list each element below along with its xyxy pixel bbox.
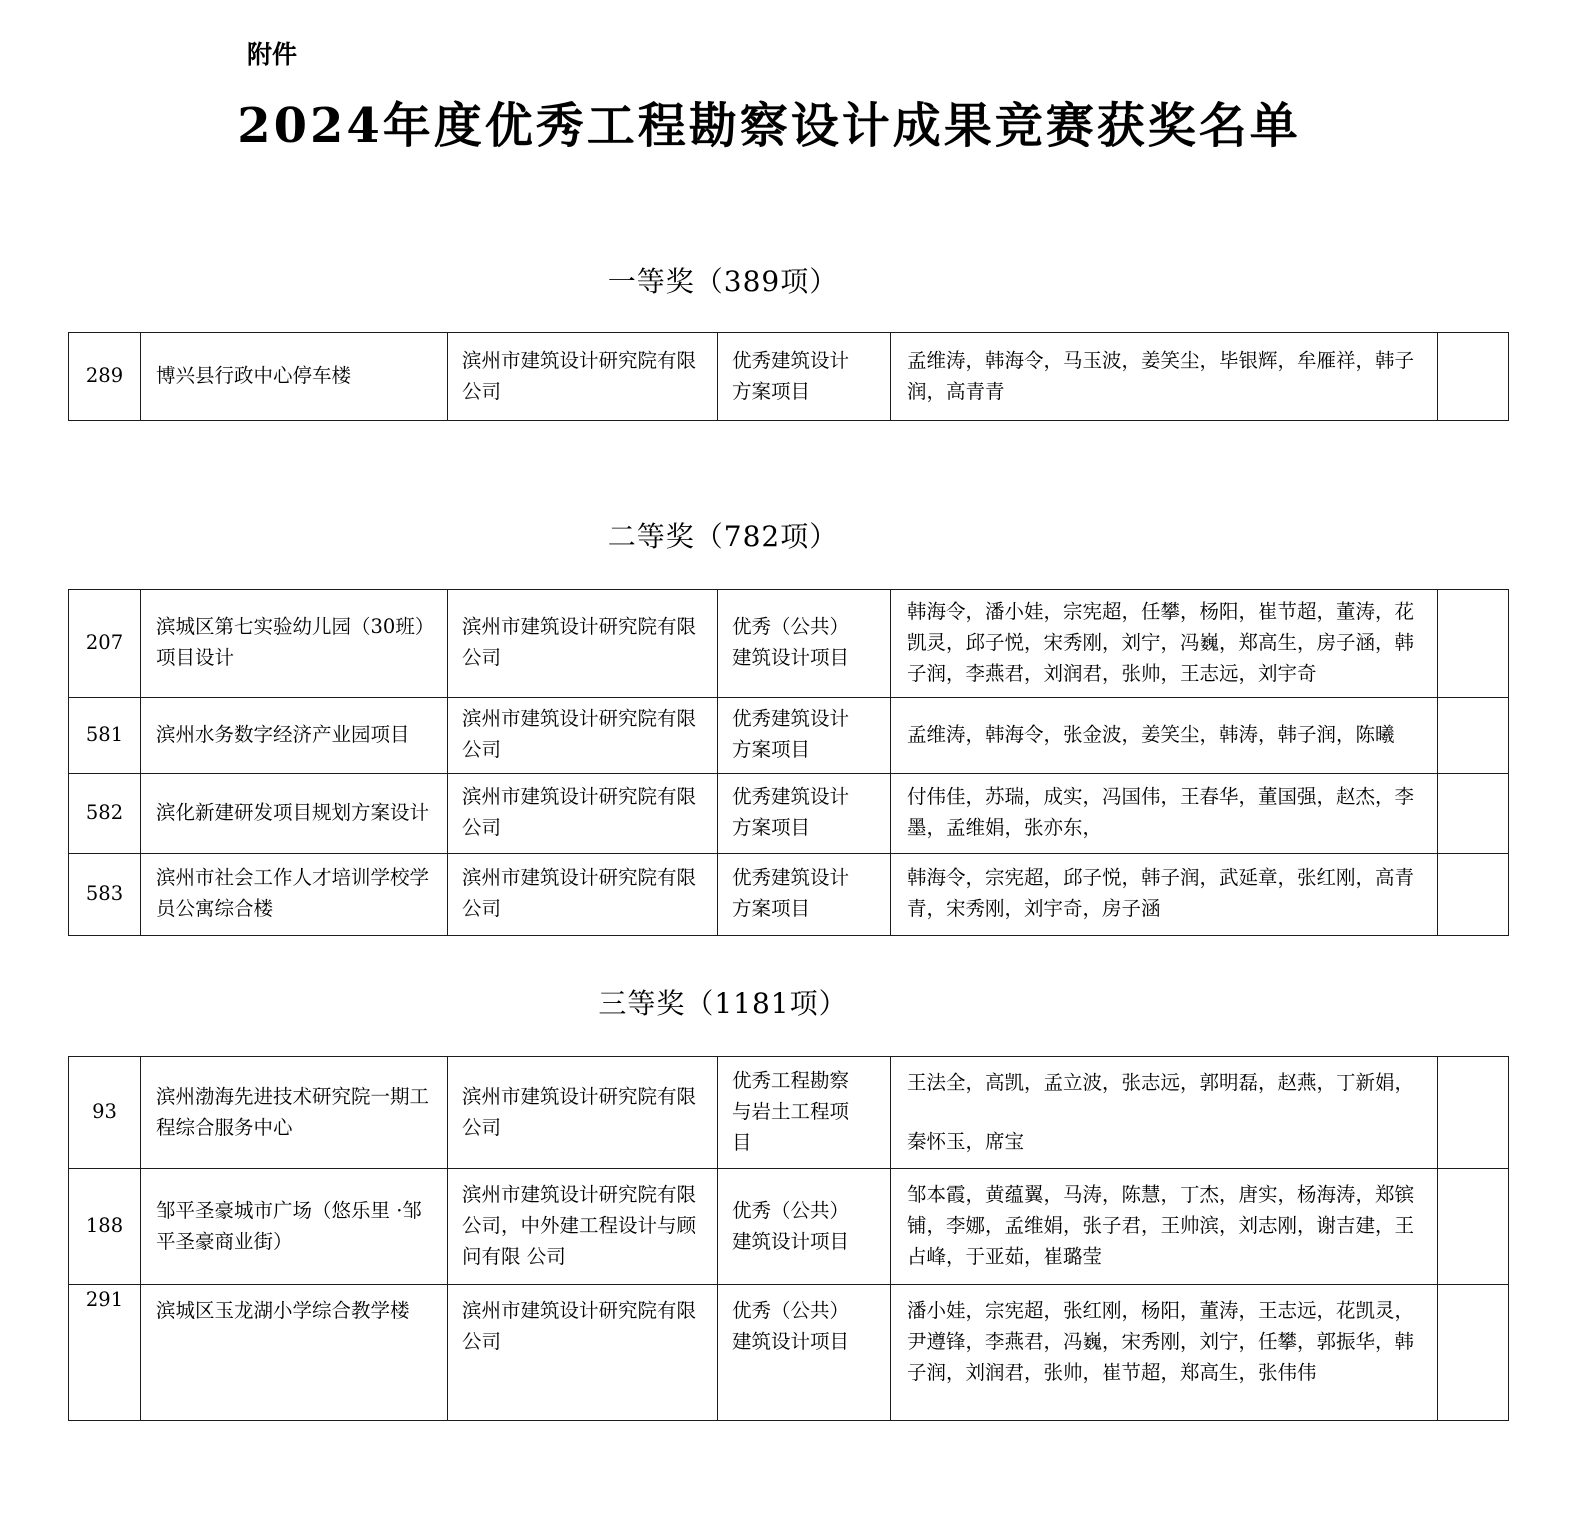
third-prize-table [68,1056,1509,1421]
company-cell: 滨州市建筑设计研究院有限公司 [448,1285,718,1421]
table-row [69,1169,1509,1285]
table-row [69,697,1509,773]
people-cell: 孟维涛，韩海令，马玉波，姜笑尘，毕银辉，牟雁祥，韩子润，高青青 [891,333,1438,421]
company-cell: 滨州市建筑设计研究院有限公司 [448,333,718,421]
seq-cell: 289 [69,333,141,421]
table-row [69,773,1509,853]
table-row [69,333,1509,421]
project-cell: 邹平圣豪城市广场（悠乐里 ·邹平圣豪商业街） [141,1169,448,1285]
category-cell: 优秀建筑设计方案项目 [718,853,891,935]
document-title: 2024年度优秀工程勘察设计成果竞赛获奖名单 [237,98,1301,154]
empty-cell [1438,1057,1509,1169]
empty-cell [1438,1285,1509,1421]
first-prize-table [68,332,1509,421]
people-cell: 邹本霞，黄蕴翼，马涛，陈慧，丁杰，唐实，杨海涛，郑镔铺，李娜，孟维娟，张子君，王帅滨，刘志刚，谢吉建，王占峰，于亚茹，崔璐莹 [891,1169,1438,1285]
table-row [69,853,1509,935]
empty-cell [1438,333,1509,421]
people-cell [891,1057,1438,1169]
seq-cell: 188 [69,1169,141,1285]
empty-cell [1438,1169,1509,1285]
people-line: 王法全，高凯，孟立波，张志远，郭明磊，赵燕，丁新娟， [907,1070,1415,1094]
empty-cell [1438,697,1509,773]
seq-cell: 207 [69,589,141,697]
seq-cell: 93 [69,1057,141,1169]
empty-cell [1438,773,1509,853]
section-heading-second-prize: 二等奖（782项） [607,520,839,554]
company-cell: 滨州市建筑设计研究院有限公司 [448,853,718,935]
project-cell: 博兴县行政中心停车楼 [141,333,448,421]
empty-cell [1438,589,1509,697]
category-cell: 优秀（公共）建筑设计项目 [718,1169,891,1285]
people-cell: 韩海令，潘小娃，宗宪超，任攀，杨阳，崔节超，董涛，花凯灵，邱子悦，宋秀刚，刘宁，冯巍，郑高生，房子涵，韩子润，李燕君，刘润君，张帅，王志远，刘宇奇 [891,589,1438,697]
company-cell: 滨州市建筑设计研究院有限公司 [448,697,718,773]
table-row [69,589,1509,697]
project-cell: 滨城区玉龙湖小学综合教学楼 [141,1285,448,1421]
company-cell: 滨州市建筑设计研究院有限公司，中外建工程设计与顾问有限 公司 [448,1169,718,1285]
company-cell: 滨州市建筑设计研究院有限公司 [448,773,718,853]
category-cell: 优秀工程勘察与岩土工程项目 [718,1057,891,1169]
second-prize-table [68,589,1509,936]
category-cell: 优秀建筑设计方案项目 [718,333,891,421]
category-cell: 优秀（公共）建筑设计项目 [718,589,891,697]
company-cell: 滨州市建筑设计研究院有限公司 [448,589,718,697]
people-cell: 潘小娃，宗宪超，张红刚，杨阳，董涛，王志远，花凯灵，尹遵锋，李燕君，冯巍，宋秀刚，刘宁，任攀，郭振华，韩子润，刘润君，张帅，崔节超，郑高生，张伟伟 [891,1285,1438,1421]
table-row [69,1285,1509,1421]
project-cell: 滨城区第七实验幼儿园（30班）项目设计 [141,589,448,697]
project-cell: 滨化新建研发项目规划方案设计 [141,773,448,853]
project-cell: 滨州水务数字经济产业园项目 [141,697,448,773]
section-heading-first-prize: 一等奖（389项） [607,265,839,298]
seq-cell: 581 [69,697,141,773]
seq-cell: 583 [69,853,141,935]
section-heading-third-prize: 三等奖（1181项） [598,986,848,1020]
people-line: 秦怀玉，席宝 [907,1129,1025,1153]
category-cell: 优秀建筑设计方案项目 [718,773,891,853]
company-cell: 滨州市建筑设计研究院有限公司 [448,1057,718,1169]
people-cell: 孟维涛，韩海令，张金波，姜笑尘，韩涛，韩子润，陈曦 [891,697,1438,773]
table-row [69,1057,1509,1169]
category-cell: 优秀建筑设计方案项目 [718,697,891,773]
document-page [0,40,1576,1519]
seq-cell: 291 [69,1285,141,1421]
people-cell: 付伟佳，苏瑞，成实，冯国伟，王春华，董国强，赵杰，李墨，孟维娟，张亦东， [891,773,1438,853]
attachment-label: 附件 [247,41,298,69]
empty-cell [1438,853,1509,935]
project-cell: 滨州渤海先进技术研究院一期工程综合服务中心 [141,1057,448,1169]
seq-cell: 582 [69,773,141,853]
project-cell: 滨州市社会工作人才培训学校学员公寓综合楼 [141,853,448,935]
category-cell: 优秀（公共）建筑设计项目 [718,1285,891,1421]
people-cell: 韩海令，宗宪超，邱子悦，韩子润，武延章，张红刚，高青青，宋秀刚，刘宇奇，房子涵 [891,853,1438,935]
